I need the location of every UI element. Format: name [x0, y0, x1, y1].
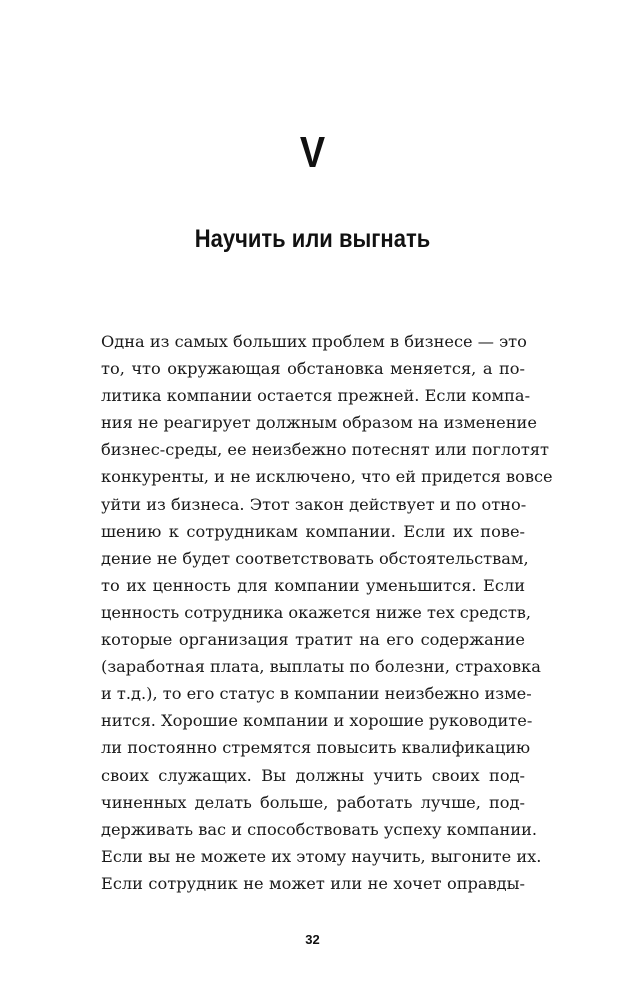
text-line: Если вы не можете их этому научить, выгоните их. [101, 846, 542, 866]
text-line: ли постоянно стремятся повысить квалификацию [101, 738, 531, 758]
text-line: нится. Хорошие компании и хорошие руководите- [101, 711, 533, 731]
text-line: дение не будет соответствовать обстоятельствам, [101, 548, 529, 568]
text-line: Одна из самых больших проблем в бизнесе — это [101, 332, 527, 351]
chapter-numeral: V [299, 128, 326, 177]
text-line: чиненных делать больше, работать лучше, под- [101, 792, 525, 812]
body-text [101, 328, 553, 897]
text-line: (заработная плата, выплаты по болезни, страховка [101, 657, 541, 677]
page-number: 32 [305, 932, 320, 947]
text-line: своих служащих. Вы должны учить своих под- [101, 765, 525, 785]
text-line: которые организация тратит на его содержание [101, 630, 525, 650]
text-line: Если сотрудник не может или не хочет оправды- [101, 873, 525, 893]
text-line: ценность сотрудника окажется ниже тех средств, [101, 602, 532, 622]
text-line: держивать вас и способствовать успеху компании. [101, 819, 538, 839]
text-line: литика компании остается прежней. Если компа- [101, 386, 531, 406]
text-line: ния не реагирует должным образом на изменение [101, 413, 537, 433]
text-line: шению к сотрудникам компании. Если их пове- [101, 521, 525, 541]
text-line: бизнес-среды, ее неизбежно потеснят или поглотят [101, 440, 550, 460]
text-line: то, что окружающая обстановка меняется, а по- [101, 359, 525, 379]
text-line: уйти из бизнеса. Этот закон действует и по отно- [101, 494, 527, 514]
text-line: и т.д.), то его статус в компании неизбежно изме- [101, 684, 532, 704]
text-line: конкуренты, и не исключено, что ей придется вовсе [101, 467, 553, 487]
text-line: то их ценность для компании уменьшится. Если [101, 575, 525, 595]
chapter-title: Научить или выгнать [194, 225, 431, 253]
